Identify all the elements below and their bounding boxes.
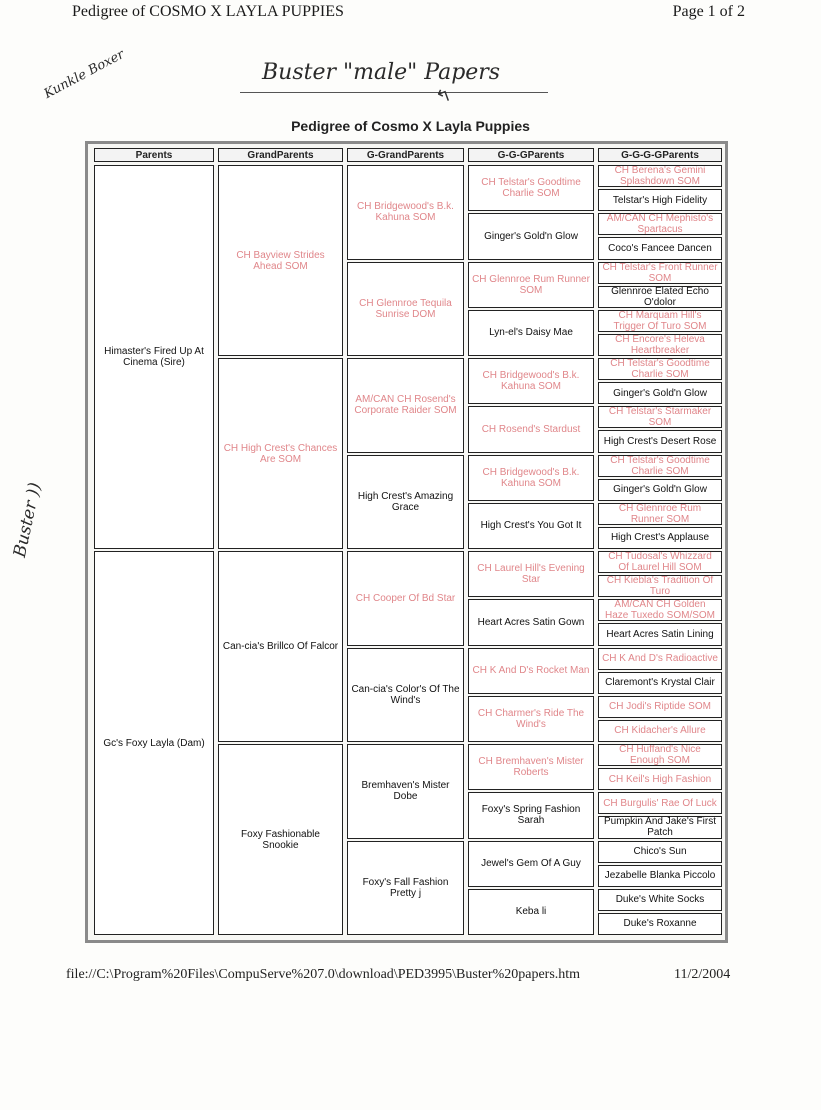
grandparent-cell: CH Bayview Strides Ahead SOM — [218, 165, 343, 356]
gggg-parent-cell: Duke's Roxanne — [598, 913, 722, 935]
handwritten-arrow-icon: ↰ — [432, 84, 454, 109]
gggg-parent-cell: AM/CAN CH Golden Haze Tuxedo SOM/SOM — [598, 599, 722, 621]
ggg-parent-cell: CH Glennroe Rum Runner SOM — [468, 262, 594, 308]
ggg-parent-cell: Ginger's Gold'n Glow — [468, 213, 594, 259]
ggg-parent-cell: Jewel's Gem Of A Guy — [468, 841, 594, 887]
ggg-parent-cell: Lyn-el's Daisy Mae — [468, 310, 594, 356]
print-header-page: Page 1 of 2 — [672, 3, 745, 20]
gggg-parent-cell: CH Tudosal's Whizzard Of Laurel Hill SOM — [598, 551, 722, 573]
gggg-parent-cell: Jezabelle Blanka Piccolo — [598, 865, 722, 887]
column-header-g-g-g-gparents: G-G-G-GParents — [598, 148, 722, 162]
ggg-parent-cell: CH Rosend's Stardust — [468, 406, 594, 452]
gggg-parent-cell: CH Kiebla's Tradition Of Turo — [598, 575, 722, 597]
ggg-parent-cell: CH Bremhaven's Mister Roberts — [468, 744, 594, 790]
print-header-title: Pedigree of COSMO X LAYLA PUPPIES — [72, 3, 344, 20]
gggg-parent-cell: CH Telstar's Front Runner SOM — [598, 262, 722, 284]
grandparent-cell: Can-cia's Brillco Of Falcor — [218, 551, 343, 742]
gggg-parent-cell: CH Telstar's Goodtime Charlie SOM — [598, 358, 722, 380]
g-grandparent-cell: High Crest's Amazing Grace — [347, 455, 464, 550]
gggg-parent-cell: Telstar's High Fidelity — [598, 189, 722, 211]
g-grandparent-cell: Bremhaven's Mister Dobe — [347, 744, 464, 839]
handwritten-underline — [240, 92, 548, 93]
gggg-parent-cell: CH K And D's Radioactive — [598, 648, 722, 670]
column-header-g-grandparents: G-GrandParents — [347, 148, 464, 162]
gggg-parent-cell: CH Kidacher's Allure — [598, 720, 722, 742]
gggg-parent-cell: AM/CAN CH Mephisto's Spartacus — [598, 213, 722, 235]
column-header-g-g-gparents: G-G-GParents — [468, 148, 594, 162]
ggg-parent-cell: CH Telstar's Goodtime Charlie SOM — [468, 165, 594, 211]
gggg-parent-cell: CH Telstar's Starmaker SOM — [598, 406, 722, 428]
ggg-parent-cell: CH K And D's Rocket Man — [468, 648, 594, 694]
parent-cell: Himaster's Fired Up At Cinema (Sire) — [94, 165, 214, 549]
handwritten-note-buster-papers: Buster "male" Papers — [262, 60, 501, 85]
gggg-parent-cell: Heart Acres Satin Lining — [598, 623, 722, 645]
gggg-parent-cell: High Crest's Applause — [598, 527, 722, 549]
g-grandparent-cell: Can-cia's Color's Of The Wind's — [347, 648, 464, 743]
parent-cell: Gc's Foxy Layla (Dam) — [94, 551, 214, 935]
gggg-parent-cell: Duke's White Socks — [598, 889, 722, 911]
column-header-parents: Parents — [94, 148, 214, 162]
gggg-parent-cell: Glennroe Elated Echo O'dolor — [598, 286, 722, 308]
ggg-parent-cell: CH Bridgewood's B.k. Kahuna SOM — [468, 358, 594, 404]
gggg-parent-cell: CH Burgulis' Rae Of Luck — [598, 792, 722, 814]
gggg-parent-cell: CH Encore's Heleva Heartbreaker — [598, 334, 722, 356]
g-grandparent-cell: Foxy's Fall Fashion Pretty j — [347, 841, 464, 936]
gggg-parent-cell: Pumpkin And Jake's First Patch — [598, 816, 722, 838]
ggg-parent-cell: CH Laurel Hill's Evening Star — [468, 551, 594, 597]
g-grandparent-cell: CH Glennroe Tequila Sunrise DOM — [347, 262, 464, 357]
gggg-parent-cell: CH Huffand's Nice Enough SOM — [598, 744, 722, 766]
ggg-parent-cell: Heart Acres Satin Gown — [468, 599, 594, 645]
pedigree-title: Pedigree of Cosmo X Layla Puppies — [291, 118, 530, 134]
pedigree-table — [85, 141, 728, 943]
handwritten-note-buster: Buster )) — [10, 480, 46, 560]
gggg-parent-cell: CH Marquam Hill's Trigger Of Turo SOM — [598, 310, 722, 332]
g-grandparent-cell: CH Cooper Of Bd Star — [347, 551, 464, 646]
footer-file-path: file://C:\Program%20Files\CompuServe%207.0\download\PED3995\Buster%20papers.htm — [66, 967, 581, 982]
grandparent-cell: Foxy Fashionable Snookie — [218, 744, 343, 935]
ggg-parent-cell: High Crest's You Got It — [468, 503, 594, 549]
gggg-parent-cell: CH Telstar's Goodtime Charlie SOM — [598, 455, 722, 477]
gggg-parent-cell: Ginger's Gold'n Glow — [598, 479, 722, 501]
gggg-parent-cell: Chico's Sun — [598, 841, 722, 863]
gggg-parent-cell: High Crest's Desert Rose — [598, 430, 722, 452]
gggg-parent-cell: CH Glennroe Rum Runner SOM — [598, 503, 722, 525]
ggg-parent-cell: CH Charmer's Ride The Wind's — [468, 696, 594, 742]
ggg-parent-cell: Foxy's Spring Fashion Sarah — [468, 792, 594, 838]
ggg-parent-cell: CH Bridgewood's B.k. Kahuna SOM — [468, 455, 594, 501]
gggg-parent-cell: CH Jodi's Riptide SOM — [598, 696, 722, 718]
print-footer — [66, 967, 731, 983]
column-header-grandparents: GrandParents — [218, 148, 343, 162]
g-grandparent-cell: CH Bridgewood's B.k. Kahuna SOM — [347, 165, 464, 260]
footer-date: 11/2/2004 — [674, 967, 731, 982]
gggg-parent-cell: Ginger's Gold'n Glow — [598, 382, 722, 404]
gggg-parent-cell: CH Keil's High Fashion — [598, 768, 722, 790]
ggg-parent-cell: Keba li — [468, 889, 594, 935]
g-grandparent-cell: AM/CAN CH Rosend's Corporate Raider SOM — [347, 358, 464, 453]
gggg-parent-cell: Claremont's Krystal Clair — [598, 672, 722, 694]
handwritten-note-kunkle: Kunkle Boxer — [41, 47, 127, 102]
grandparent-cell: CH High Crest's Chances Are SOM — [218, 358, 343, 549]
gggg-parent-cell: Coco's Fancee Dancen — [598, 237, 722, 259]
gggg-parent-cell: CH Berena's Gemini Splashdown SOM — [598, 165, 722, 187]
